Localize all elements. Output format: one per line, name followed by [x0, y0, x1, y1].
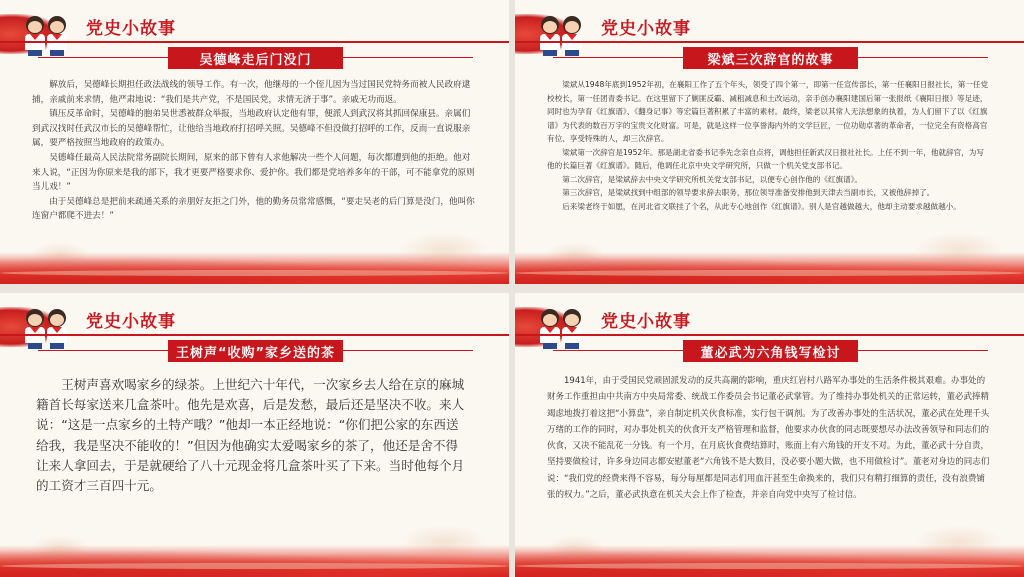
story-title: 王树声“收购”家乡送的茶 — [168, 340, 343, 362]
story-paragraph: 解放后，吴德峰长期担任政法战线的领导工作。有一次，他继母的一个侄儿因为当过国民党特务而被人民政府逮捕，亲戚前来求情，他严肃地说：“我们是共产党，不是国民党，求情无济于事”。亲戚无功而返。 — [32, 80, 471, 105]
story-paragraph: 1941年，由于受国民党顽固派发动的反共高潮的影响，重庆红岩村八路军办事处的生活条件极其艰难。办事处的财务工作重担由中共南方中央局常委、统战工作委员会书记董必武掌管。为了维持办事处机关的正常运转，董必武捧精竭虑地拨打着这把“小算盘”，亲自制定机关伙食标准，实行包干调剂。为了改善办事处的生活状况，董必武在处理千头万绪的工作的同时，对办事处机关的伙食开支严格管理和监督，他要求办伙食的同志既要想尽办法改善领导和同志们的伙食，又决不能乱花一分钱。有一个月，在月底伙食费结算时，账面上有六角钱的开支不对。为此，董必武十分自责，坚持要做检讨，许多身边同志都安慰董老“六角钱不是大数目，没必要小题大做，也不用做检讨”。董老对身边的同志们说：“我们党的经费来得不容易，每分每厘都是同志们用血汗甚至生命换来的，我们只有精打细算的责任，没有浪费铺张的权力。”之后，董必武执意在机关大会上作了检查，并亲自向党中央写了检讨信。 — [547, 376, 990, 501]
story-paragraph: 吴德峰任最高人民法院常务副院长期间，原来的部下曾有人求他解决一些个人问题，每次都遭到他的拒绝。他对来人说，“正因为你原来是我的部下，我才更要严格要求你、爱护你。我们都是党培养多年的干部，可不能拿党的原则当儿戏！” — [32, 152, 475, 193]
story-paragraph: 后来梁老终于如愿，在河北省文联挂了个名，从此专心地创作《红旗谱》。别人是官越做越大，他却主动要求越做越小。 — [562, 201, 961, 211]
header-title: 党史小故事 — [86, 312, 176, 332]
story-panel-1 — [0, 0, 509, 284]
pioneer-kids-icon — [537, 301, 587, 349]
story-title: 梁斌三次辞官的故事 — [683, 47, 858, 69]
story-paragraph: 第二次辞官，是梁斌辞去中央文学研究所机关党支部书记，以便专心创作他的《红旗谱》。 — [562, 174, 863, 184]
red-wave-decoration — [0, 252, 509, 284]
story-panel-4 — [515, 293, 1024, 577]
story-title: 董必武为六角钱写检讨 — [683, 340, 858, 362]
story-panel-3 — [0, 293, 509, 577]
story-body — [547, 373, 990, 503]
red-wave-decoration — [515, 545, 1024, 577]
story-panel-2 — [515, 0, 1024, 284]
story-paragraph: 第三次辞官，是梁斌找到中组部的领导要求辞去职务，那位领导准备安排他到天津去当副市长，又被他辞掉了。 — [562, 188, 935, 197]
pioneer-kids-icon — [22, 8, 72, 56]
story-paragraph: 镇压反革命时，吴德峰的胞弟吴世悉被群众举报，当地政府认定他有罪，便派人到武汉将其抓回保康县。亲属们到武汉找时任武汉市长的吴德峰帮忙，让他给当地政府打招呼关照。吴德峰不但没做打招呼的工作，反而一直说服亲属，要严格按照当地政府的政策办。 — [32, 109, 471, 149]
story-paragraph: 梁斌从1948年底到1952年初，在襄阳工作了五个年头，领受了四个第一，即第一任宣传部长，第一任襄阳日报社长，第一任党校校长，第一任团青委书记。在这里留下了剿匪反霸、减租减息和土改运动，亲手创办襄阳建国后第一张报纸《襄阳日报》等足迹，同时也为孕育《红旗谱》、《翻身记事》等宏篇巨著积累了丰富的素材。最终，梁老以其常人无法想象的执着，为人们留下了以《红旗谱》为代表的数百万字的宝贵文化财富。可是，就是这样一位享誉海内外的文学巨匠，一位功勋卓著的革命者，一位完全有资格高官有位、享受特殊的人，却三次辞官。 — [547, 80, 989, 143]
header-title: 党史小故事 — [601, 312, 691, 332]
header-divider — [515, 41, 1024, 43]
story-paragraph: 王树声喜欢喝家乡的绿茶。上世纪六十年代，一次家乡去人给在京的麻城籍首长每家送来几盒茶叶。他先是欢喜，后是发愁，最后还是坚决不收。来人说：“这是一点家乡的土特产哦？”他却一本正经地说：“你们把公家的东西送给我，我是坚决不能收的！”但因为他确实太爱喝家乡的茶了，他还是舍不得让来人拿回去，于是就硬给了八十元现金将几盒茶叶买了下来。当时他每个月的工资才三百四十元。 — [36, 377, 465, 494]
pioneer-kids-icon — [537, 8, 587, 56]
red-wave-decoration — [0, 545, 509, 577]
story-body — [547, 78, 990, 213]
story-paragraph: 由于吴德峰总是把前来疏通关系的亲朋好友拒之门外，他的勤务员常常感慨，“要走吴老的后门算是没门，他叫你连窗户都爬不进去！” — [32, 196, 475, 222]
story-body — [32, 78, 475, 224]
header-divider — [0, 41, 509, 43]
story-title: 吴德峰走后门没门 — [168, 47, 343, 69]
pioneer-kids-icon — [22, 301, 72, 349]
story-paragraph: 梁斌第一次辞官是1952年。那是湖北省委书记李先念亲自点将，调他担任新武汉日报社社长。上任不到一年，他就辞官，为写他的长篇巨著《红旗谱》。随后，他调任北京中央文学研究所，只做一个机关党支部书记。 — [547, 147, 984, 170]
red-wave-decoration — [515, 252, 1024, 284]
header-divider — [515, 334, 1024, 336]
header-title: 党史小故事 — [601, 19, 691, 39]
story-body — [36, 375, 469, 496]
header-divider — [0, 334, 509, 336]
header-title: 党史小故事 — [86, 19, 176, 39]
